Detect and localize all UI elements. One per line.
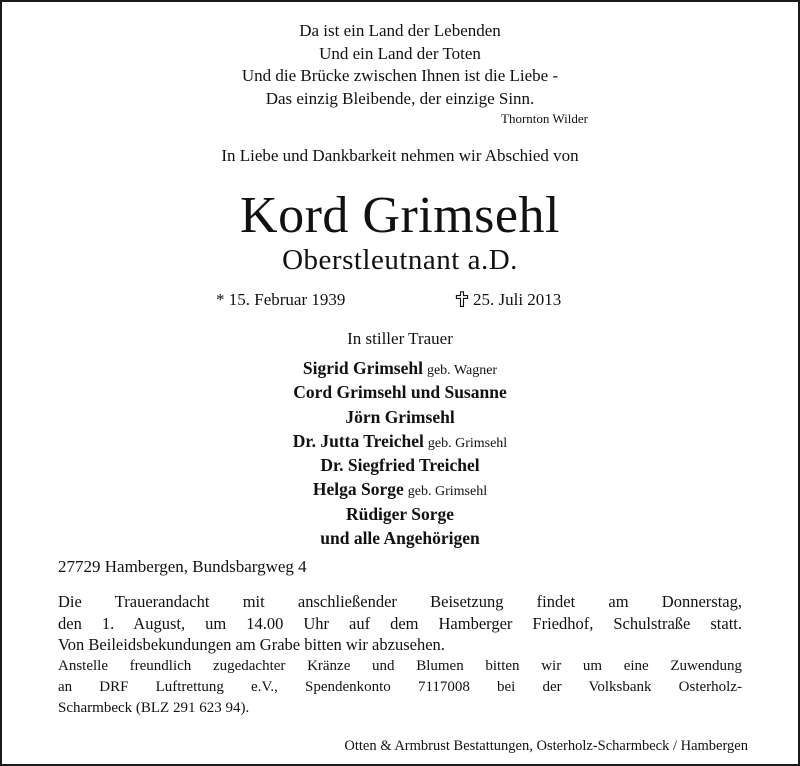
family-member: [0, 526, 800, 550]
member-maiden-name: geb. Wagner: [426, 363, 498, 378]
member-name: Cord Grimsehl und Susanne: [293, 382, 507, 403]
poem-line: Das einzig Bleibende, der einzige Sinn.: [265, 88, 535, 108]
birth-date: * 15. Februar 1939: [216, 290, 346, 309]
poem-line: Und die Brücke zwischen Ihnen ist die Liebe -: [241, 66, 559, 85]
service-info-line: den 1. August, um 14.00 Uhr auf dem Hamberger Friedhof, Schulstraße statt.: [58, 613, 742, 633]
undertaker-credit: Otten & Armbrust Bestattungen, Osterholz-Scharmbeck / Hambergen: [344, 738, 748, 754]
member-name: und alle Angehörigen: [320, 528, 480, 549]
deceased-name: Kord Grimsehl: [240, 187, 560, 244]
condolence-note: Von Beileidsbekundungen am Grabe bitten wir abzusehen.: [58, 635, 445, 654]
poem: [0, 20, 800, 110]
member-name: Dr. Siegfried Treichel: [320, 455, 480, 476]
mourning-label: In stiller Trauer: [347, 329, 453, 348]
poem-line: Und ein Land der Toten: [319, 43, 481, 63]
member-name: Helga Sorge: [312, 479, 404, 500]
family-member: [0, 405, 800, 429]
donation-info-line: an DRF Luftrettung e.V., Spendenkonto 7117008 bei der Volksbank Osterholz-: [58, 678, 742, 695]
member-name: Rüdiger Sorge: [345, 503, 455, 524]
donation-info-line: Anstelle freundlich zugedachter Kränze und Blumen bitten wir um eine Zuwendung: [58, 657, 742, 674]
family-member: [0, 429, 800, 453]
family-member: [0, 477, 800, 501]
poem-line: Da ist ein Land der Lebenden: [299, 21, 501, 40]
death-date: 25. Juli 2013: [473, 290, 562, 309]
member-name: Sigrid Grimsehl: [302, 358, 423, 378]
member-name: Dr. Jutta Treichel: [292, 430, 424, 451]
family-member: [0, 502, 800, 526]
deceased-rank: Oberstleutnant a.D.: [282, 244, 518, 276]
member-maiden-name: geb. Grimsehl: [407, 484, 488, 500]
family-list: [0, 356, 800, 550]
family-address: 27729 Hambergen, Bundsbargweg 4: [58, 557, 307, 576]
family-member: [0, 380, 800, 404]
donation-info-line: Scharmbeck (BLZ 291 623 94).: [58, 699, 250, 716]
latin-cross-icon: [455, 291, 469, 307]
family-member: [0, 453, 800, 477]
poem-author: Thornton Wilder: [501, 111, 588, 126]
member-maiden-name: geb. Grimsehl: [427, 435, 508, 451]
member-name: Jörn Grimsehl: [345, 406, 455, 427]
family-member: [0, 356, 800, 380]
death-date-group: [455, 290, 561, 310]
service-info-line: Die Trauerandacht mit anschließender Beisetzung findet am Donnerstag,: [58, 592, 742, 611]
service-details: [58, 591, 742, 719]
intro-text: In Liebe und Dankbarkeit nehmen wir Abschied von: [221, 146, 579, 165]
